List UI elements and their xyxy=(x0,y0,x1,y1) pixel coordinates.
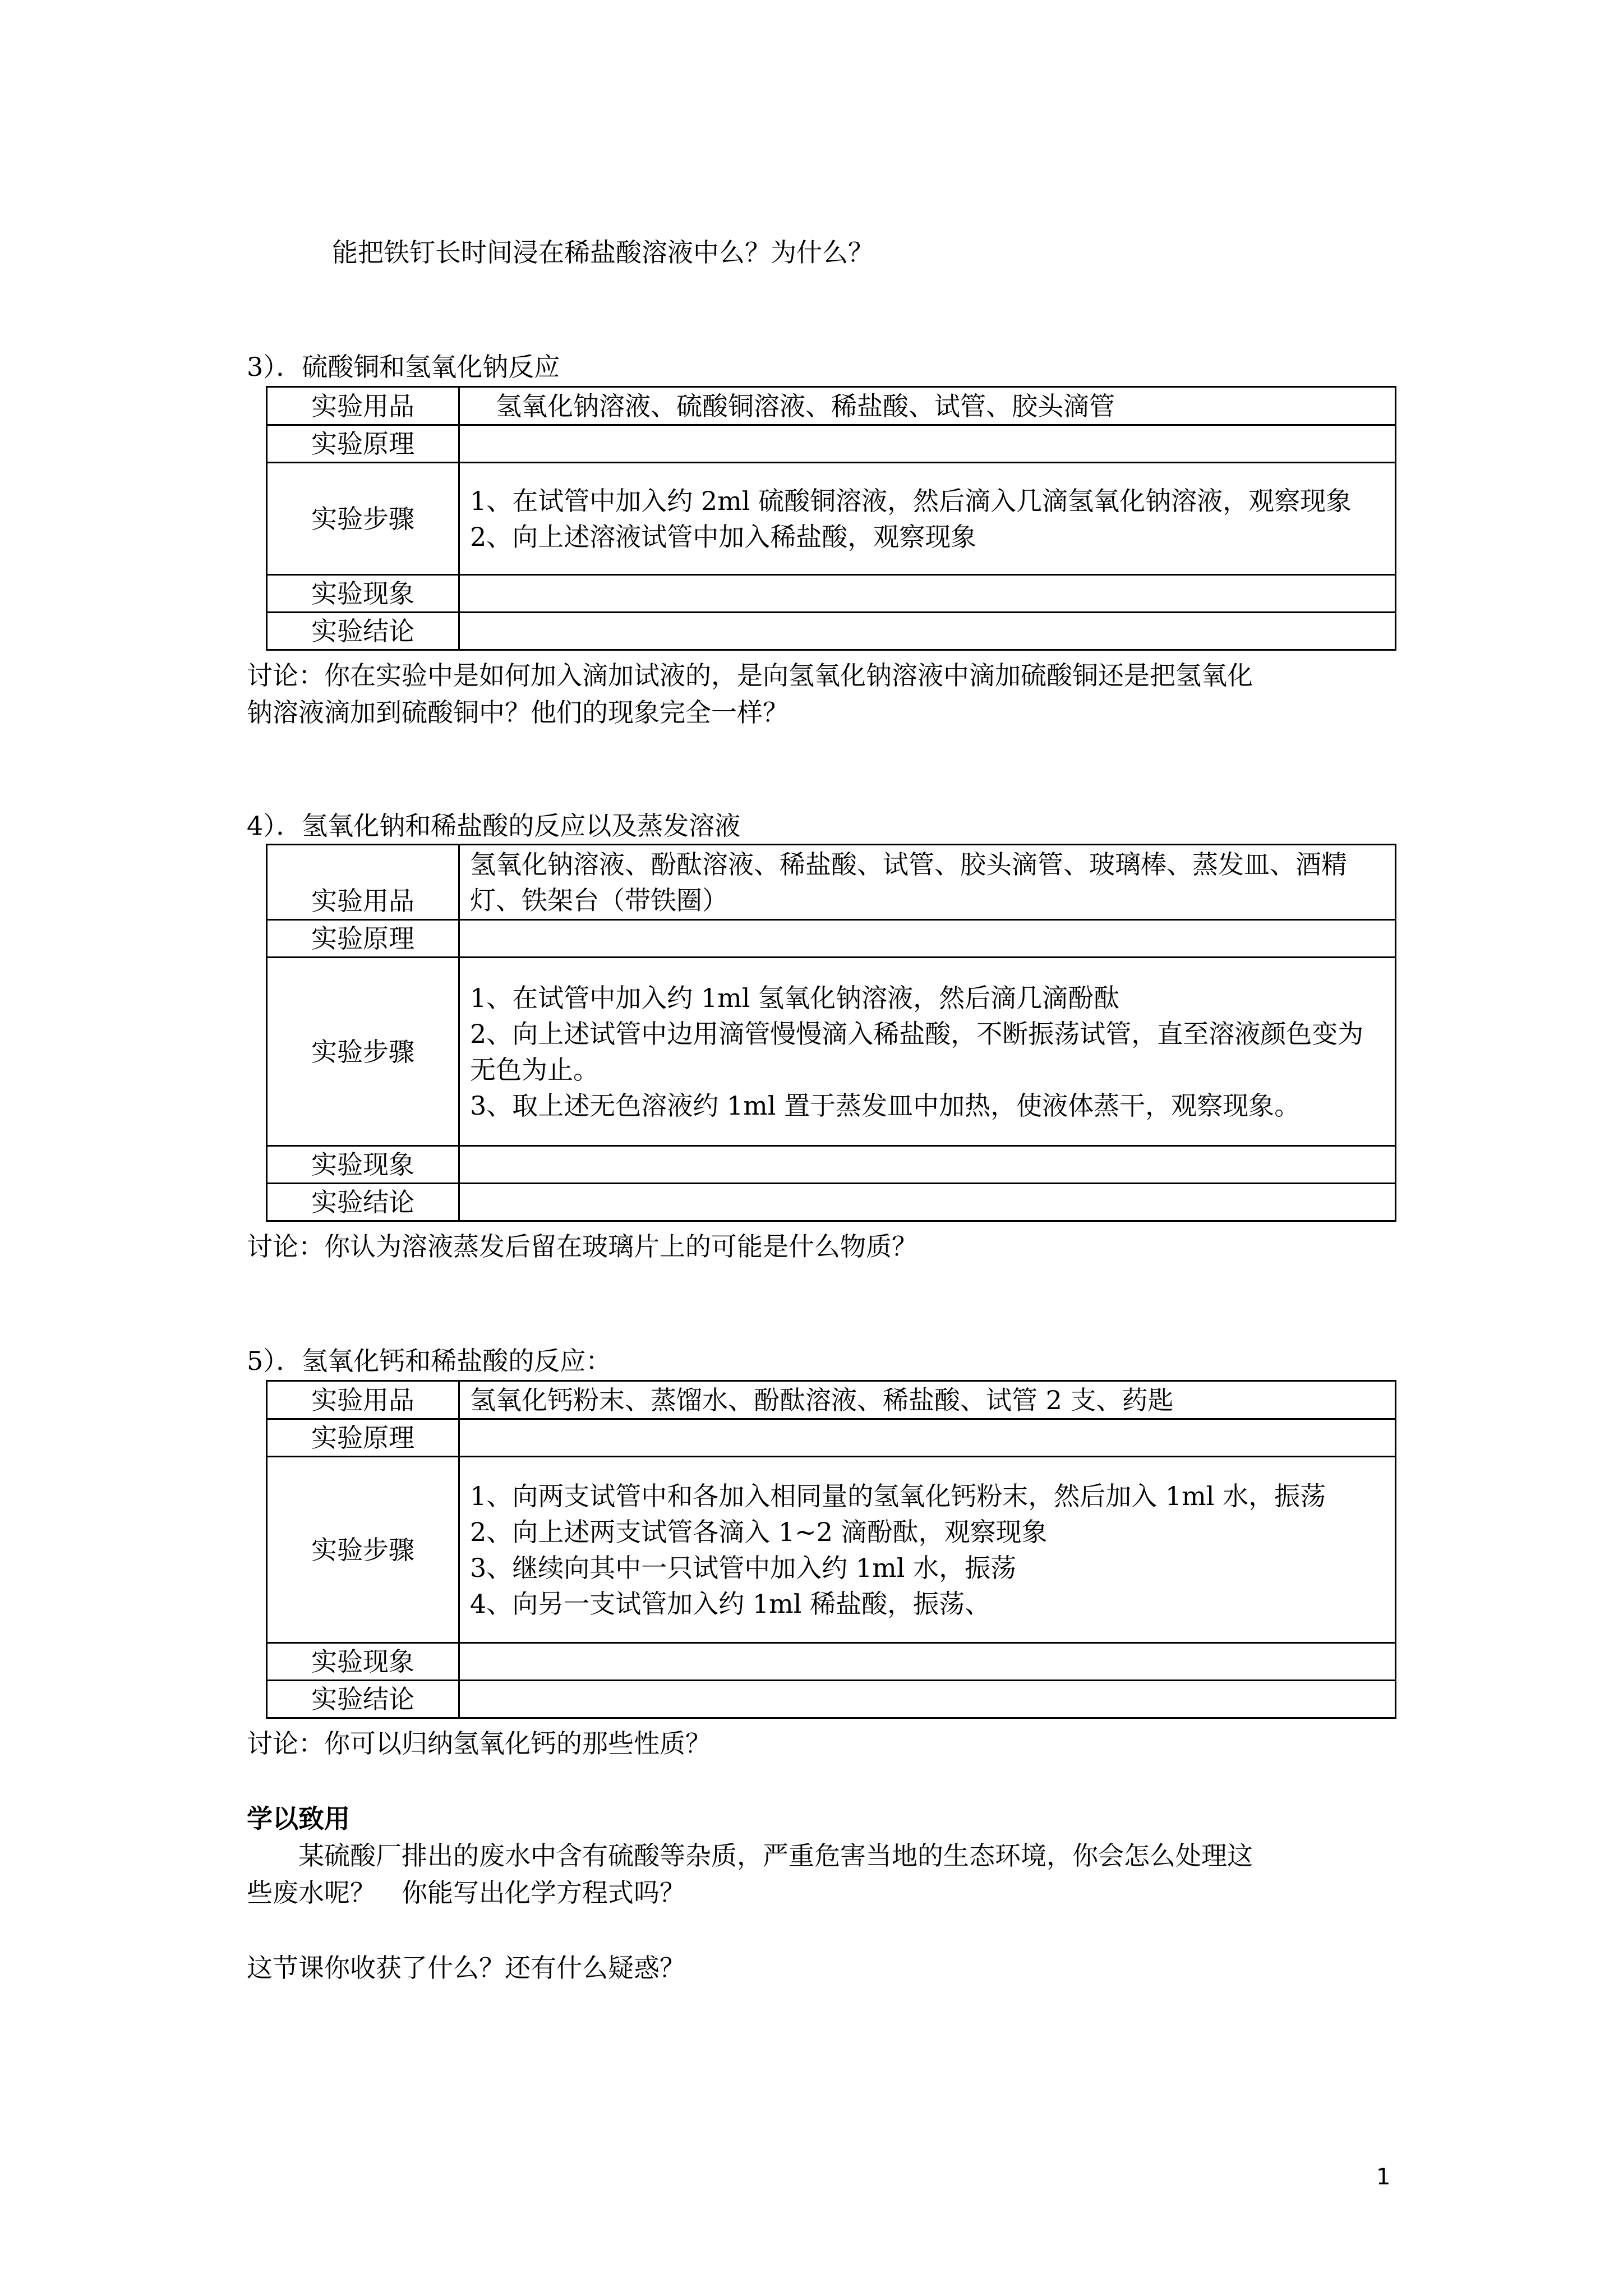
step-text: 2、向上述试管中边用滴管慢慢滴入稀盐酸，不断振荡试管，直至溶液颜色变为无色为止。 xyxy=(470,1018,1364,1085)
table-row xyxy=(267,463,1396,575)
table-row xyxy=(267,613,1396,650)
row-label: 实验原理 xyxy=(267,425,459,463)
row-label: 实验步骤 xyxy=(267,1457,459,1643)
step-text: 3、取上述无色溶液约 1ml 置于蒸发皿中加热，使液体蒸干，观察现象。 xyxy=(470,1090,1301,1121)
row-label: 实验现象 xyxy=(267,575,459,613)
step-text: 2、向上述溶液试管中加入稀盐酸，观察现象 xyxy=(470,521,977,552)
row-label: 实验结论 xyxy=(267,1184,459,1221)
section-heading: 4）．氢氧化钠和稀盐酸的反应以及蒸发溶液 xyxy=(247,811,741,841)
step-text: 1、向两支试管中和各加入相同量的氢氧化钙粉末，然后加入 1ml 水，振荡 xyxy=(470,1480,1326,1511)
experiment-table xyxy=(266,386,1396,651)
row-label: 实验用品 xyxy=(267,845,459,920)
table-row xyxy=(267,1419,1396,1457)
step-text: 1、在试管中加入约 2ml 硫酸铜溶液，然后滴入几滴氢氧化钠溶液，观察现象 xyxy=(470,485,1352,516)
experiment-table xyxy=(266,844,1396,1222)
discussion-text: 钠溶液滴加到硫酸铜中？他们的现象完全一样？ xyxy=(247,697,789,728)
row-content xyxy=(459,613,1396,650)
row-label: 实验结论 xyxy=(267,1681,459,1718)
row-content xyxy=(459,958,1396,1146)
row-content xyxy=(459,575,1396,613)
row-content xyxy=(459,1146,1396,1184)
table-row xyxy=(267,387,1396,425)
row-label: 实验用品 xyxy=(267,387,459,425)
row-content xyxy=(459,1681,1396,1718)
step-text: 2、向上述两支试管各滴入 1~2 滴酚酞，观察现象 xyxy=(470,1516,1048,1547)
row-label: 实验步骤 xyxy=(267,958,459,1146)
row-content xyxy=(459,1419,1396,1457)
row-content xyxy=(459,845,1396,920)
application-heading: 学以致用 xyxy=(247,1803,350,1834)
row-content xyxy=(459,425,1396,463)
discussion-text: 讨论：你在实验中是如何加入滴加试液的，是向氢氧化钠溶液中滴加硫酸铜还是把氢氧化 xyxy=(247,660,1253,691)
step-text: 氢氧化钠溶液、酚酞溶液、稀盐酸、试管、胶头滴管、玻璃棒、蒸发皿、酒精灯、铁架台（带铁圈） xyxy=(470,849,1347,915)
row-label: 实验原理 xyxy=(267,920,459,958)
row-label: 实验原理 xyxy=(267,1419,459,1457)
row-content xyxy=(459,1643,1396,1681)
row-label: 实验现象 xyxy=(267,1643,459,1681)
step-text: 氢氧化钙粉末、蒸馏水、酚酞溶液、稀盐酸、试管 2 支、药匙 xyxy=(470,1384,1174,1415)
step-text: 1、在试管中加入约 1ml 氢氧化钠溶液，然后滴几滴酚酞 xyxy=(470,982,1120,1013)
row-content xyxy=(459,1184,1396,1221)
step-text: 4、向另一支试管加入约 1ml 稀盐酸，振荡、 xyxy=(470,1588,991,1619)
discussion-text: 讨论：你可以归纳氢氧化钙的那些性质？ xyxy=(247,1728,711,1759)
table-row xyxy=(267,1381,1396,1419)
summary-question: 这节课你收获了什么？还有什么疑惑？ xyxy=(247,1953,685,1983)
experiment-table xyxy=(266,1380,1396,1719)
step-text: 3、继续向其中一只试管中加入约 1ml 水，振荡 xyxy=(470,1552,1017,1583)
row-label: 实验用品 xyxy=(267,1381,459,1419)
table-row xyxy=(267,958,1396,1146)
row-label: 实验步骤 xyxy=(267,463,459,575)
discussion-text: 讨论：你认为溶液蒸发后留在玻璃片上的可能是什么物质？ xyxy=(247,1231,917,1262)
row-content xyxy=(459,1457,1396,1643)
row-content xyxy=(459,387,1396,425)
table-row xyxy=(267,920,1396,958)
section-heading: 3）．硫酸铜和氢氧化钠反应 xyxy=(247,352,560,382)
row-label: 实验结论 xyxy=(267,613,459,650)
application-text: 某硫酸厂排出的废水中含有硫酸等杂质，严重危害当地的生态环境，你会怎么处理这 xyxy=(247,1841,1253,1871)
row-content xyxy=(459,920,1396,958)
step-text: 氢氧化钠溶液、硫酸铜溶液、稀盐酸、试管、胶头滴管 xyxy=(470,390,1115,421)
page-number: 1 xyxy=(1376,2164,1391,2190)
table-row xyxy=(267,575,1396,613)
table-row xyxy=(267,1184,1396,1221)
table-row xyxy=(267,425,1396,463)
row-label: 实验现象 xyxy=(267,1146,459,1184)
table-row xyxy=(267,1457,1396,1643)
application-text: 些废水呢？ 你能写出化学方程式吗？ xyxy=(247,1878,685,1908)
table-row xyxy=(267,1681,1396,1718)
row-content xyxy=(459,1381,1396,1419)
table-row xyxy=(267,1643,1396,1681)
intro-question: 能把铁钉长时间浸在稀盐酸溶液中么？为什么？ xyxy=(332,237,874,268)
section-heading: 5）．氢氧化钙和稀盐酸的反应： xyxy=(247,1346,612,1376)
table-row xyxy=(267,845,1396,920)
row-content xyxy=(459,463,1396,575)
table-row xyxy=(267,1146,1396,1184)
